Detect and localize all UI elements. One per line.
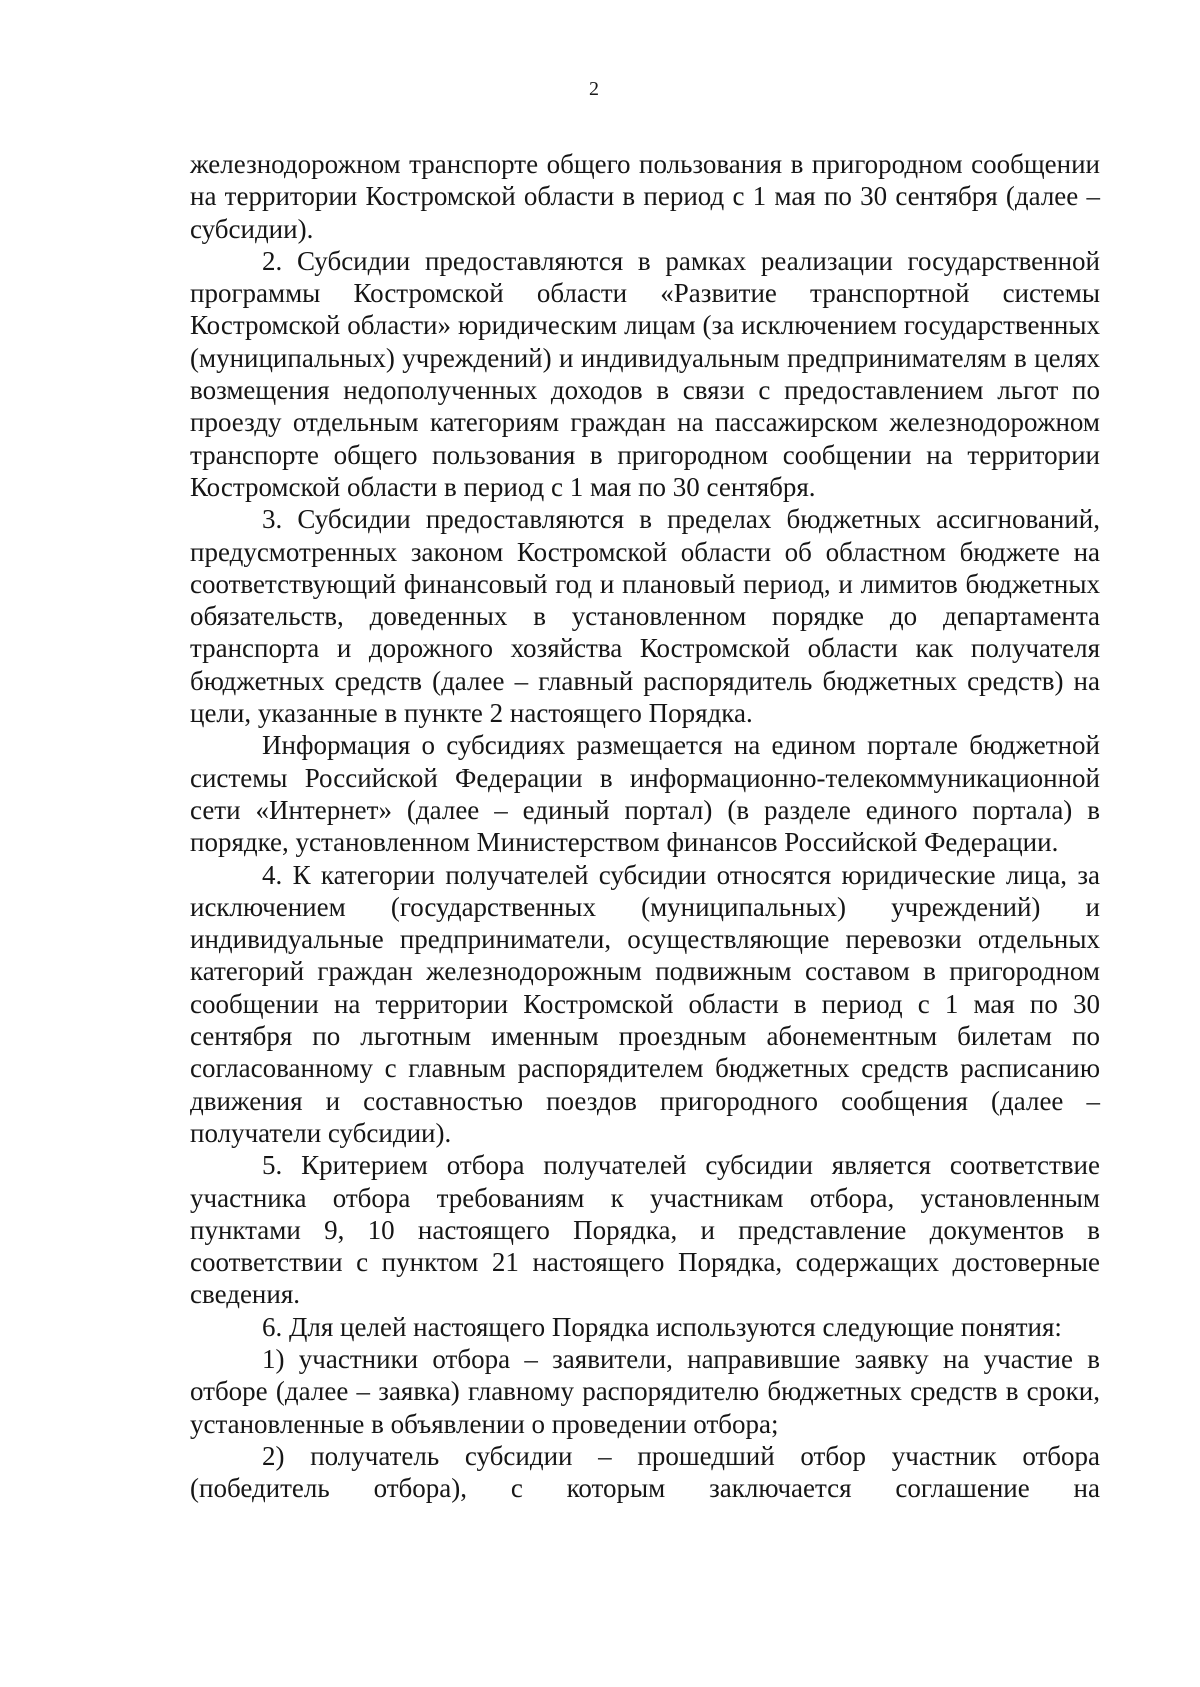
paragraph-item-3: 3. Субсидии предоставляются в пределах бюджетных ассигнований, предусмотренных законом Костромской области об областном бюджете на соответствующий финансовый год и плановый период, и лимитов бюджетных обязательств, доведенных в установленном порядке до департамента транспорта и дорожного хозяйства Костромской области как получателя бюджетных средств (далее – главный распорядитель бюджетных средств) на цели, указанные в пункте 2 настоящего Порядка. xyxy=(190,504,1100,729)
paragraph-portal-info: Информация о субсидиях размещается на едином портале бюджетной системы Российской Федерации в информационно-телекоммуникационной сети «Интернет» (далее – единый портал) (в разделе единого портала) в порядке, установленном Министерством финансов Российской Федерации. xyxy=(190,730,1100,858)
paragraph-item-5: 5. Критерием отбора получателей субсидии является соответствие участника отбора требованиям к участникам отбора, установленным пунктами 9, 10 настоящего Порядка, и представление документов в соответствии с пунктом 21 настоящего Порядка, содержащих достоверные сведения. xyxy=(190,1150,1100,1310)
paragraph-definition-1: 1) участники отбора – заявители, направившие заявку на участие в отборе (далее – заявка) главному распорядителю бюджетных средств в сроки, установленные в объявлении о проведении отбора; xyxy=(190,1343,1100,1439)
paragraph-item-4: 4. К категории получателей субсидии относятся юридические лица, за исключением (государственных (муниципальных) учреждений) и индивидуальные предприниматели, осуществляющие перевозки отдельных категорий граждан железнодорожным подвижным составом в пригородном сообщении на территории Костромской области в период с 1 мая по 30 сентября по льготным именным проездным абонементным билетам по согласованному с главным распорядителем бюджетных средств расписанию движения и составностью поездов пригородного сообщения (далее – получатели субсидии). xyxy=(190,859,1100,1148)
paragraph-continuation: железнодорожном транспорте общего пользования в пригородном сообщении на территории Костромской области в период с 1 мая по 30 сентября (далее – субсидии). xyxy=(190,149,1100,244)
paragraph-item-2: 2. Субсидии предоставляются в рамках реализации государственной программы Костромской области «Развитие транспортной системы Костромской области» юридическим лицам (за исключением государственных (муниципальных) учреждений) и индивидуальным предпринимателям в целях возмещения недополученных доходов в связи с предоставлением льгот по проезду отдельным категориям граждан на пассажирском железнодорожном транспорте общего пользования в пригородном сообщении на территории Костромской области в период с 1 мая по 30 сентября. xyxy=(190,245,1100,502)
page-number: 2 xyxy=(589,78,599,100)
document-body xyxy=(190,148,1100,1504)
paragraph-definition-2: 2) получатель субсидии – прошедший отбор участник отбора (победитель отбора), с которым заключается соглашение на xyxy=(190,1440,1100,1504)
paragraph-item-6: 6. Для целей настоящего Порядка используются следующие понятия: xyxy=(262,1311,1062,1342)
